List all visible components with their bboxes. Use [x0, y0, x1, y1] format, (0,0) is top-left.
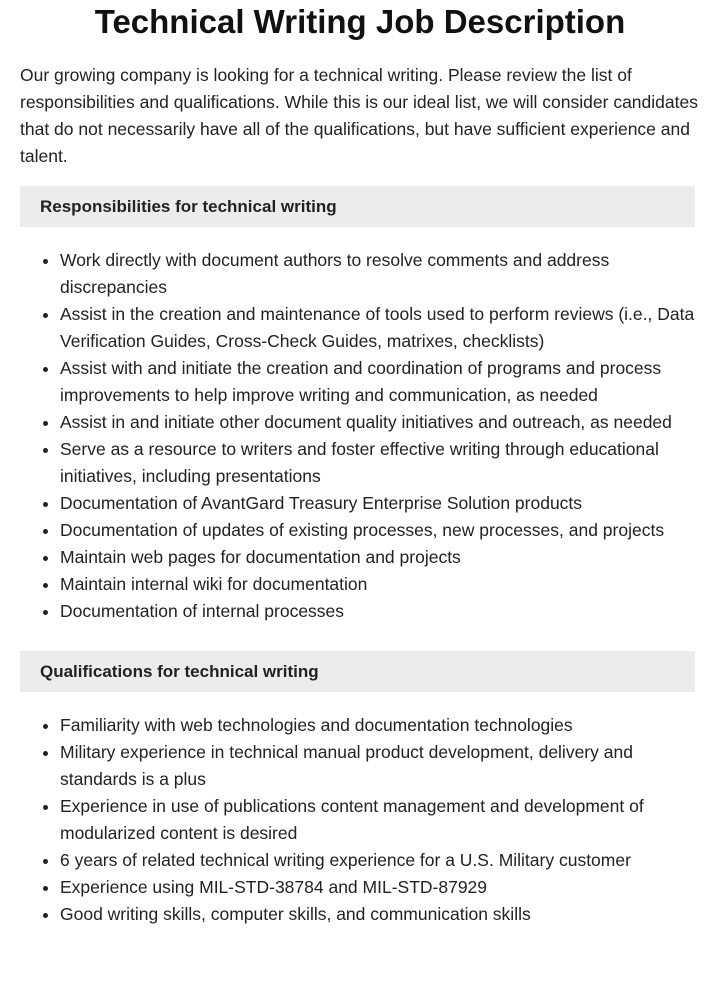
list-item: • Familiarity with web technologies and documentation technologies [60, 712, 700, 739]
list-item: • Work directly with document authors to resolve comments and address discrepancies [60, 247, 700, 301]
list-item: • Experience using MIL-STD-38784 and MIL-STD-87929 [60, 874, 700, 901]
list-item: • 6 years of related technical writing experience for a U.S. Military customer [60, 847, 700, 874]
list-item: • Documentation of AvantGard Treasury Enterprise Solution products [60, 490, 700, 517]
page-title: Technical Writing Job Description [94, 3, 626, 40]
qualifications-list [0, 712, 720, 928]
intro-paragraph: Our growing company is looking for a technical writing. Please review the list of responsibilities and qualifications. While this is our ideal list, we will consider candidates that do not necessarily have all of the qualifications, but have sufficient experience and talent. [20, 65, 698, 166]
list-item: • Documentation of internal processes [60, 598, 700, 625]
list-item: • Documentation of updates of existing processes, new processes, and projects [60, 517, 700, 544]
list-item: • Assist in and initiate other document quality initiatives and outreach, as needed [60, 409, 700, 436]
list-item: • Assist in the creation and maintenance of tools used to perform reviews (i.e., Data Verification Guides, Cross-Check Guides, matrixes, checklists) [60, 301, 700, 355]
responsibilities-heading: Responsibilities for technical writing [20, 186, 695, 227]
list-item: • Maintain internal wiki for documentation [60, 571, 700, 598]
responsibilities-list [0, 247, 720, 625]
list-item: • Military experience in technical manual product development, delivery and standards is a plus [60, 739, 700, 793]
list-item: • Serve as a resource to writers and foster effective writing through educational initiatives, including presentations [60, 436, 700, 490]
qualifications-heading: Qualifications for technical writing [20, 651, 695, 692]
list-item: • Assist with and initiate the creation and coordination of programs and process improvements to help improve writing and communication, as needed [60, 355, 700, 409]
list-item: • Good writing skills, computer skills, and communication skills [60, 901, 700, 928]
list-item: • Experience in use of publications content management and development of modularized content is desired [60, 793, 700, 847]
list-item: • Maintain web pages for documentation and projects [60, 544, 700, 571]
